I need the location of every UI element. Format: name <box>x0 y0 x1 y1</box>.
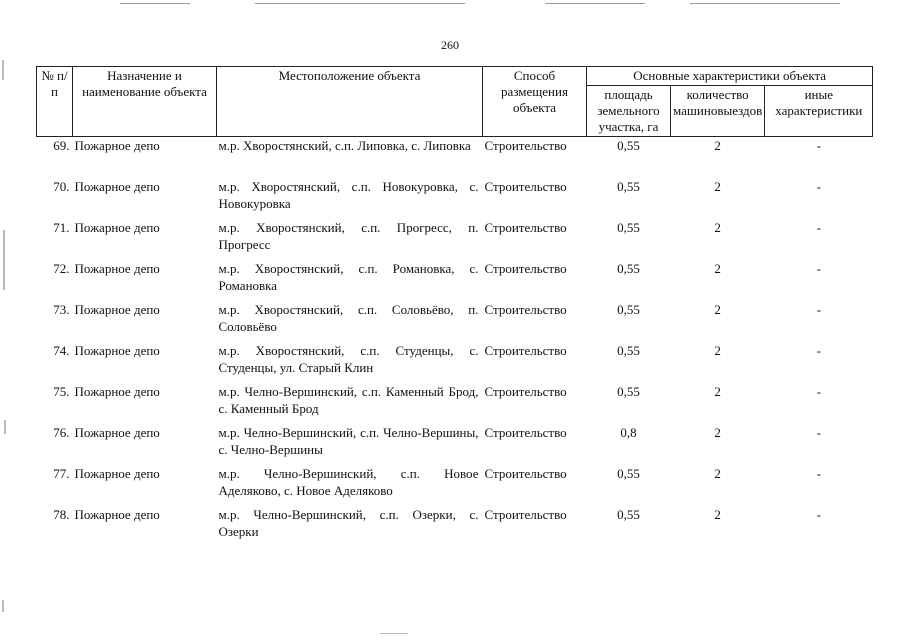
row-number: 74. <box>53 343 70 358</box>
row-name: Пожарное депо <box>74 343 160 358</box>
row-area: 0,55 <box>617 261 640 276</box>
scan-edge-line <box>255 3 465 4</box>
header-name: Назначение и наименование объекта <box>73 67 217 137</box>
row-area: 0,55 <box>617 466 640 481</box>
row-vehicles: 2 <box>714 302 721 317</box>
row-number: 69. <box>53 138 70 153</box>
row-location: м.р. Хворостянский, с.п. Новокуровка, с. Новокуровка <box>218 179 479 211</box>
header-main-characteristics: Основные характеристики объекта <box>587 67 873 86</box>
row-other: - <box>816 507 821 522</box>
row-location: м.р. Хворостянский, с.п. Прогресс, п. Прогресс <box>218 220 479 252</box>
scan-edge-line <box>120 3 190 4</box>
row-location: м.р. Хворостянский, с.п. Соловьёво, п. Соловьёво <box>218 302 479 334</box>
row-name: Пожарное депо <box>74 302 160 317</box>
row-other: - <box>816 220 821 235</box>
header-area: площадь земельного участка, га <box>587 86 671 137</box>
table-row <box>37 137 873 179</box>
table-row <box>37 383 873 424</box>
row-area: 0,55 <box>617 179 640 194</box>
row-other: - <box>816 384 821 399</box>
row-number: 75. <box>53 384 70 399</box>
scan-edge-line <box>690 3 840 4</box>
row-name: Пожарное депо <box>74 425 160 440</box>
row-location: м.р. Челно-Вершинский, с.п. Озерки, с. Озерки <box>218 507 479 539</box>
header-vehicles: количество машиновыездов <box>671 86 765 137</box>
row-name: Пожарное депо <box>74 261 160 276</box>
row-area: 0,8 <box>620 425 637 440</box>
header-num: № п/п <box>37 67 73 137</box>
row-name: Пожарное депо <box>74 507 160 522</box>
row-name: Пожарное депо <box>74 138 160 153</box>
row-area: 0,55 <box>617 507 640 522</box>
row-other: - <box>816 261 821 276</box>
row-method: Строительство <box>484 138 567 153</box>
row-location: м.р. Челно-Вершинский, с.п. Челно-Вершины, с. Челно-Вершины <box>218 425 479 457</box>
scan-speck <box>2 600 4 612</box>
row-vehicles: 2 <box>714 384 721 399</box>
table-row <box>37 506 873 544</box>
row-method: Строительство <box>484 220 567 235</box>
row-number: 73. <box>53 302 70 317</box>
row-number: 76. <box>53 425 70 440</box>
scan-speck <box>4 420 6 434</box>
row-method: Строительство <box>484 179 567 194</box>
scan-speck <box>380 633 408 634</box>
row-method: Строительство <box>484 343 567 358</box>
row-number: 70. <box>53 179 70 194</box>
row-name: Пожарное депо <box>74 179 160 194</box>
row-name: Пожарное депо <box>74 466 160 481</box>
row-vehicles: 2 <box>714 507 721 522</box>
row-vehicles: 2 <box>714 179 721 194</box>
row-number: 77. <box>53 466 70 481</box>
row-area: 0,55 <box>617 384 640 399</box>
row-other: - <box>816 425 821 440</box>
objects-table <box>36 66 873 544</box>
row-other: - <box>816 138 821 153</box>
row-area: 0,55 <box>617 302 640 317</box>
row-method: Строительство <box>484 507 567 522</box>
row-method: Строительство <box>484 466 567 481</box>
row-number: 71. <box>53 220 70 235</box>
row-vehicles: 2 <box>714 466 721 481</box>
row-method: Строительство <box>484 425 567 440</box>
row-vehicles: 2 <box>714 425 721 440</box>
table-row <box>37 301 873 342</box>
row-name: Пожарное депо <box>74 384 160 399</box>
scan-edge-line <box>545 3 645 4</box>
header-location: Местоположение объекта <box>217 67 483 137</box>
row-method: Строительство <box>484 261 567 276</box>
row-location: м.р. Челно-Вершинский, с.п. Новое Аделяково, с. Новое Аделяково <box>218 466 479 498</box>
row-vehicles: 2 <box>714 220 721 235</box>
row-method: Строительство <box>484 384 567 399</box>
table-row <box>37 465 873 506</box>
table-row <box>37 260 873 301</box>
page-number: 260 <box>441 38 459 52</box>
row-other: - <box>816 343 821 358</box>
row-area: 0,55 <box>617 220 640 235</box>
table-row <box>37 178 873 219</box>
row-other: - <box>816 302 821 317</box>
scan-speck <box>3 230 5 290</box>
row-location: м.р. Челно-Вершинский, с.п. Каменный Брод, с. Каменный Брод <box>218 384 479 416</box>
row-number: 72. <box>53 261 70 276</box>
row-location: м.р. Хворостянский, с.п. Студенцы, с. Студенцы, ул. Старый Клин <box>218 343 479 375</box>
row-vehicles: 2 <box>714 343 721 358</box>
row-area: 0,55 <box>617 138 640 153</box>
scan-speck <box>2 60 4 80</box>
row-location: м.р. Хворостянский, с.п. Романовка, с. Романовка <box>218 261 479 293</box>
table-row <box>37 342 873 383</box>
row-vehicles: 2 <box>714 138 721 153</box>
table-row <box>37 424 873 465</box>
row-method: Строительство <box>484 302 567 317</box>
header-other: иные характеристики <box>765 86 873 137</box>
row-name: Пожарное депо <box>74 220 160 235</box>
row-area: 0,55 <box>617 343 640 358</box>
row-location: м.р. Хворостянский, с.п. Липовка, с. Липовка <box>218 138 471 153</box>
row-other: - <box>816 466 821 481</box>
row-vehicles: 2 <box>714 261 721 276</box>
header-method: Способ размещения объекта <box>483 67 587 137</box>
table-row <box>37 219 873 260</box>
row-number: 78. <box>53 507 70 522</box>
row-other: - <box>816 179 821 194</box>
